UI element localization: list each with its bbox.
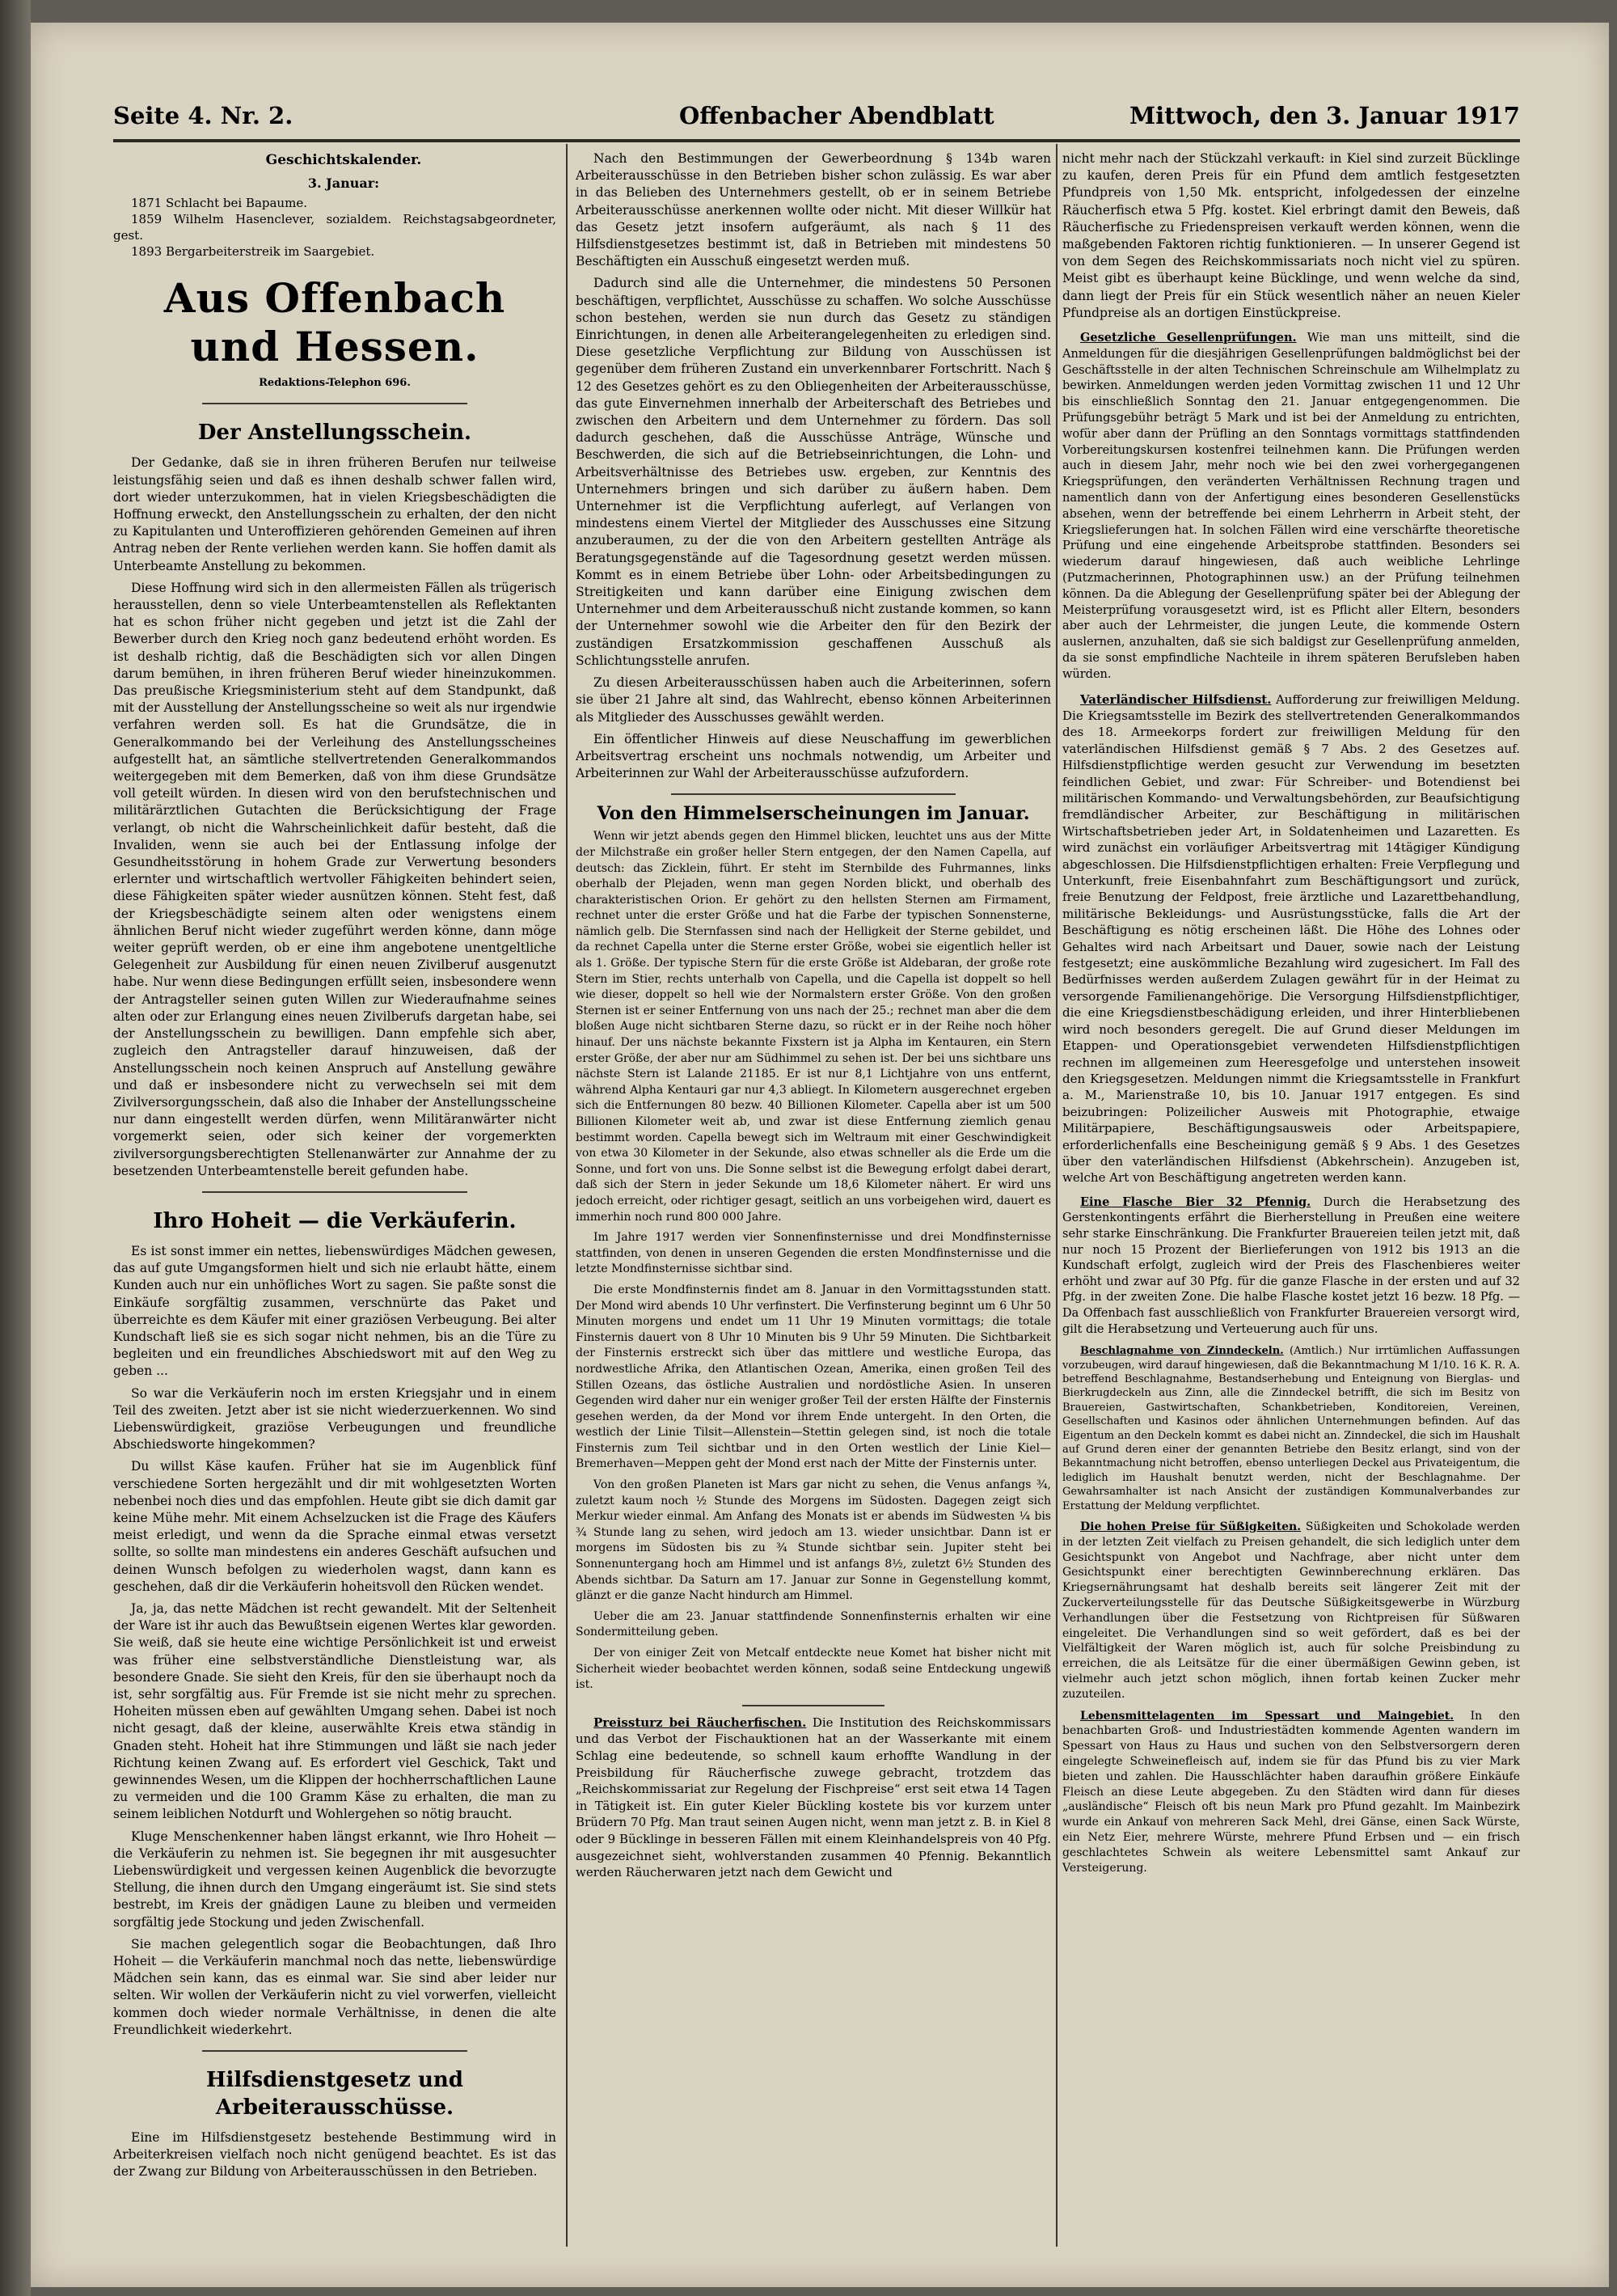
article-body [576,829,1051,1693]
section-phone: Redaktions-Telephon 696. [259,377,411,390]
paragraph [1062,691,1520,1186]
paragraph: Diese Hoffnung wird sich in den allermeisten Fällen als trügerisch herausstellen, denn so viele Unterbeamtenstellen als Reflektanten hat es schon früher nicht gegeben und jetzt ist die Zahl der Bewerber durch den Krieg noch ganz bedeutend erhöht worden. Es ist deshalb richtig, daß die Beschädigten sich vor allen Dingen darum bemühen, in ihren früheren Beruf wieder hineinzukommen. Das preußische Kriegsministerium steht auf dem Standpunkt, daß mit der Ausstellung der Anstellungsscheine so weit als nur irgendwie verfahren werden soll. Es hat die Grundsätze, die in Generalkommando bei der Verleihung des Anstellungsscheines aufgestellt hat, an sämtliche stellvertretenden Generalkommandos weitergegeben mit dem Bemerken, daß von ihm diese Grundsätze voll geteilt würden. In diesen wird von den berufstechnischen und militärärztlichen Gutachten die Berücksichtigung der Frage verlangt, ob nicht die Wahrscheinlichkeit dafür besteht, daß die Invaliden, wenn sie auch bei der Entlassung infolge der Gesundheitsstörung in hohem Grade zur Verwertung besonders erlernter und wirtschaftlich wertvoller Fähigkeiten behindert seien, diese Fähigkeiten später wieder ausnützen können. Steht fest, daß der Kriegsbeschädigte seinem alten oder wenigstens einem ähnlichen Beruf nicht wieder zugeführt werden könne, dann möge weiter geprüft werden, ob er eine ihm angebotene unentgeltliche Gelegenheit zur Ausbildung für einen neuen Zivilberuf ausgenutzt habe. Nur wenn diese Bedingungen erfüllt seien, insbesondere wenn der Antragsteller seinen guten Willen zur Wiederaufnahme seines alten oder zur Erlangung eines neuen Zivilberufs dargetan habe, sei der Anstellungsschein zu bewilligen. Dann empfehle sich aber, zugleich den Antragsteller darauf hinzuweisen, daß der Anstellungsschein noch keinen Anspruch auf Anstellung gewähre und daß er insbesondere nicht zu verwechseln sei mit dem Zivilversorgungsschein, daß also die Inhaber der Anstellungsscheine nur dann eingestellt werden dürfen, wenn Militäranwärter nicht vorgemerkt seien, oder sich keiner der vorgemerkten zivilversorgungsberechtigten Stellenanwärter zur Annahme der zu besetzenden Unterbeamtenstelle bereit gefunden habe. [113,580,556,1178]
paragraph: Eine im Hilfsdienstgesetz bestehende Bestimmung wird in Arbeiterkreisen vielfach noch nicht genügend beachtet. Es ist das der Zwang zur Bildung von Arbeiterausschüssen in den Betrieben. [113,2130,556,2180]
paragraph-text: Aufforderung zur freiwilligen Meldung. Die Kriegsamtsstelle im Bezirk des stellvertretenden Generalkommandos des 18. Armeekorps fordert zur freiwilligen Meldung für den vaterländischen Hilfsdienst gemäß § 7 Abs. 2 des Gesetzes auf. Hilfsdienstpflichtige werden gesucht zur Verwendung im besetzten feindlichen Gebiet, und zwar: Für Schreiber- und Botendienst bei militärischen Kommando- und Verwaltungsbehörden, zur Beaufsichtigung fremdländischer Arbeiter, zur Beschäftigung in militärischen Wirtschaftsbetrieben jeder Art, in Soldatenheimen und Lazaretten. Es wird zunächst ein vorläufiger Arbeitsvertrag mit 14tägiger Kündigung abgeschlossen. Die Hilfsdienstpflichtigen erhalten: Freie Verpflegung und Unterkunft, freie Eisenbahnfahrt zum Beschäftigungsort und zurück, freie Benutzung der Feldpost, freie ärztliche und Lazarettbehandlung, militärische Bekleidungs- und Ausrüstungsstücke, falls die Art der Beschäftigung es nötig erscheinen läßt. Die Höhe des Lohnes oder Gehaltes wird nach Arbeitsart und Dauer, sowie nach der Leistung festgesetzt; eine auskömmliche Bezahlung wird zugesichert. Im Fall des Bedürfnisses werden außerdem Zulagen gewährt für in der Heimat zu versorgende Familienangehörige. Die Versorgung Hilfsdienstpflichtiger, die eine Kriegsdienstbeschädigung erleiden, und ihrer Hinterbliebenen wird noch besonders geregelt. Die auf Grund dieser Meldungen im Etappen- und Operationsgebiet verwendeten Hilfsdienstpflichtigen rechnen im allgemeinen zum Heeresgefolge und unterstehen insoweit den Kriegsgesetzen. Meldungen nimmt die Kriegsamtsstelle in Frankfurt a. M., Marienstraße 10, bis 10. Januar 1917 entgegen. Es sind beizubringen: Polizeilicher Ausweis mit Photographie, etwaige Militärpapiere, Beschäftigungsausweis oder Arbeitspapiere, erforderlichenfalls eine Bescheinigung gemäß § 9 Abs. 1 des Gesetzes über den vaterländischen Hilfsdienst (Abkehrschein). Anzugeben ist, welche Art von Beschäftigung angetreten werden kann. [1062,691,1520,1186]
page-header [113,102,1520,134]
divider [202,403,468,404]
paragraph-text: Die Institution des Reichskommissars und das Verbot der Fischauktionen hat an der Wasserkante mit einem Schlag eine bedeutende, so schnell kaum erhoffte Wandlung in der Preisbildung für Räucherfische zuwege gebracht, trotzdem das „Reichskommissariat zur Regelung der Fischpreise“ erst seit etwa 14 Tagen in Tätigkeit ist. Ein guter Kieler Bückling kostete bis vor kurzem unter Brüdern 70 Pfg. Man traut seinen Augen nicht, wenn man jetzt z. B. in Kiel 8 oder 9 Bücklinge in besseren Fällen mit einem Kleinhandelspreis von 40 Pfg. ausgezeichnet sieht, wohlverstanden zusammen 40 Pfennig. Bekanntlich werden Räucherwaren jetzt nach dem Gewicht und [576,1715,1051,1880]
paragraph: Sie machen gelegentlich sogar die Beobachtungen, daß Ihro Hoheit — die Verkäuferin manchmal noch das nette, liebenswürdige Mädchen sein kann, das es einmal war. Sie sind aber leider nur selten. Wir wollen der Verkäuferin nicht zu viel vorwerfen, vielleicht kommen doch wieder normale Verhältnisse, in denen die alte Freundlichkeit wiederkehrt. [113,1936,556,2037]
paragraph [1062,1520,1520,1702]
paragraph-text: Wie man uns mitteilt, sind die Anmeldungen für die diesjährigen Gesellenprüfungen baldmöglichst bei der Geschäftsstelle in der alten Technischen Schreinschule am Wilhelmplatz zu bewirken. Anmeldungen werden jeden Vormittag zwischen 11 und 12 Uhr bis einschließlich Sonntag den 21. Januar entgegengenommen. Die Prüfungsgebühr beträgt 5 Mark und ist bei der Anmeldung zu entrichten, wofür aber dann der Prüfling an den Sonntags vormittags stattfindenden Vorbereitungskursen kostenfrei teilnehmen kann. Die Prüfungen werden auch in diesem Jahr, mehr noch wie bei den zwei vorhergegangenen Kriegsprüfungen, den veränderten Verhältnissen Rechnung tragen und namentlich dann von der Anfertigung eines besonderen Gesellenstücks absehen, wenn der betreffende bei einem Lehrherrn in Arbeit steht, der Kriegslieferungen hat. In solchen Fällen wird eine verschärfte theoretische Prüfung und eine eingehende Arbeitsprobe stattfinden. Besonders sei wiederum darauf hingewiesen, daß auch weibliche Lehrlinge (Putzmacherinnen, Photographinnen usw.) an der Prüfung teilnehmen können. Da die Ablegung der Gesellenprüfung später bei der Ablegung der Meisterprüfung vorausgesetzt wird, ist es Pflicht aller Eltern, besonders aber auch der Lehrmeister, die jungen Leute, die kommende Ostern auslernen, anzuhalten, daß sie sich baldigst zur Gesellenprüfung anmelden, da sie sonst empfindliche Nachteile in ihrem späteren Berufsleben haben würden. [1062,332,1520,681]
article-body [576,1715,1051,1881]
article-headline: Lebensmittelagenten im Spessart und Maingebiet. [1080,1709,1454,1723]
paragraph: Zu diesen Arbeiterausschüssen haben auch die Arbeiterinnen, sofern sie über 21 Jahre alt sind, das Wahlrecht, ebenso können Arbeiterinnen als Mitglieder des Ausschusses gewählt werden. [576,675,1051,725]
article-body [1062,1709,1520,1876]
calendar-title: Geschichtskalender. [265,152,422,168]
divider [742,1705,884,1706]
masthead: Offenbacher Abendblatt [679,102,994,129]
calendar-entry: 1893 Bergarbeiterstreik im Saargebiet. [131,244,375,260]
divider [202,2050,468,2052]
paragraph: Ueber die am 23. Januar stattfindende Sonnenfinsternis erhalten wir eine Sondermitteilung geben. [576,1609,1051,1639]
article-title: Ihro Hoheit — die Verkäuferin. [153,1208,517,1233]
paragraph: So war die Verkäuferin noch im ersten Kriegsjahr und in einem Teil des zweiten. Jetzt aber ist sie nicht wiederzuerkennen. Wo sind Liebenswürdigkeit, graziöse Verbeugungen und freundliche Abschiedsworte hingekommen? [113,1385,556,1452]
article-title: Der Anstellungsschein. [197,421,472,446]
paragraph-text: Durch die Herabsetzung des Gerstenkontingents erfährt die Bierherstellung in Preußen eine weitere sehr starke Einschränkung. Die Frankfurter Brauereien teilen jetzt mit, daß nur noch 15 Prozent der Bierlieferungen von 1912 bis 1913 an die Kundschaft erfolgt, zugleich wird der Preis des Flaschenbieres weiter erhöht und zwar auf 30 Pfg. für die ganze Flasche in der ersten und auf 32 Pfg. in der zweiten Zone. Die halbe Flasche kostet jetzt 16 bezw. 18 Pfg. — Da Offenbach fast ausschließlich von Frankfurter Brauereien versorgt wird, gilt die Herabsetzung und Verteuerung auch für uns. [1062,1195,1520,1336]
article-title: Hilfsdienstgesetz und Arbeiterausschüsse. [205,2068,463,2121]
article-headline: Vaterländischer Hilfsdienst. [1080,691,1272,707]
column-2 [576,150,1051,2269]
article-body [1062,150,1520,322]
header-rule [113,139,1520,142]
paragraph: Wenn wir jetzt abends gegen den Himmel blicken, leuchtet uns aus der Mitte der Milchstraße ein großer heller Stern entgegen, der den Namen Capella, auf deutsch: das Zicklein, führt. Er steht im Sternbilde des Fuhrmannes, links oberhalb der Plejaden, wenn man gegen Norden blickt, und oberhalb des charakteristischen Orion. Er gehört zu den hellsten Sternen am Firmament, rechnet unter die erster Größe und hat die Farbe der typischen Sonnensterne, nämlich gelb. Die Sternfassen sind nach der Helligkeit der Sterne gebildet, und da rechnet Capella unter die Sterne erster Größe, wobei sie eigentlich heller ist als 1. Größe. Der typische Stern für die erste Größe ist Aldebaran, der große rote Stern im Stier, rechts unterhalb von Capella, und die Capella ist doppelt so hell wie dieser, doppelt so hell wie der Normalstern erster Größe. Von den großen Sternen ist er seiner Entfernung von uns nach der 25.; rechnet man aber die dem bloßen Auge nicht sichtbaren Sterne dazu, so rückt er in der Reihe noch höher hinauf. Der uns nächste bekannte Fixstern ist ja Alpha im Kentauren, ein Stern erster Größe, der aber nur am Südhimmel zu sehen ist. Der bei uns sichtbare uns nächste Stern ist Lalande 21185. Er ist nur 8,1 Lichtjahre von uns entfernt, während Alpha Kentauri gar nur 4,3 abliegt. In Kilometern ausgerechnet ergeben sich die Entfernungen 80 bezw. 40 Billionen Kilometer. Capella aber ist um 500 Billionen Kilometer weit ab, und zwar ist diese Entfernung ziemlich genau bestimmt worden. Capella bewegt sich im Weltraum mit einer Geschwindigkeit von etwa 30 Kilometer in der Sekunde, also etwas schneller als die Erde um die Sonne, und fort von uns. Die Sonne selbst ist die Bewegung erfolgt dabei derart, daß sich der Stern in jeder Sekunde um 18,6 Kilometer nähert. Er wird uns jedoch erreicht, oder richtiger gesagt, seitlich an uns vorbeigehen wird, dauert es immerhin noch rund 800 000 Jahre. [576,830,1051,1224]
article-headline: Beschlagnahme von Zinndeckeln. [1080,1345,1284,1358]
article-body [1062,330,1520,683]
paragraph: Von den großen Planeten ist Mars gar nicht zu sehen, die Venus anfangs ¾, zuletzt kaum noch ½ Stunde des Morgens im Südosten. Dagegen zeigt sich Merkur wieder einmal. Am Anfang des Monats ist er abends im Südwesten ¼ bis ¾ Stunde lang zu sehen, wird jedoch am 13. wieder unsichtbar. Dann ist er morgens im Südosten bis zu ¾ Stunde sichtbar sein. Jupiter steht bei Sonnenuntergang hoch am Himmel und ist anfangs 8½, zuletzt 6½ Stunden des Abends sichtbar. Da Saturn am 17. Januar zur Sonne in Gegenstellung kommt, glänzt er die ganze Nacht hindurch am Himmel. [576,1478,1051,1603]
page-number: Seite 4. Nr. 2. [113,102,293,129]
article-body [113,455,556,1180]
binding-edge [0,0,31,2296]
paragraph: Der von einiger Zeit von Metcalf entdeckte neue Komet hat bisher nicht mit Sicherheit wieder beobachtet werden können, sodaß seine Entdeckung ungewiß ist. [576,1647,1051,1692]
paragraph-text: Süßigkeiten und Schokolade werden in der letzten Zeit vielfach zu Preisen gehandelt, die sich lediglich unter dem Gesichtspunkt von Angebot und Nachfrage, aber nicht unter dem Gesichtspunkt einer berechtigten Gewinnberechnung erklären. Das Kriegsernährungsamt hat deshalb bereits seit längerer Zeit mit der Zuckerverteilungsstelle für das Deutsche Süßigkeitsgewerbe in Würzburg Verhandlungen über die Festsetzung von Richtpreisen für Süßwaren eingeleitet. Die Verhandlungen sind so weit gefördert, daß es bei der Vielfältigkeit der Waren möglich ist, auch für solche Preisbindung zu erreichen, die als Leitsätze für die einer übermäßigen Gewinn geben, ist vielmehr auch jetzt schon möglich, ihnen fortab keinen Zucker mehr zuzuteilen. [1062,1520,1520,1701]
article-body [113,2129,556,2181]
paragraph-text: In den benachbarten Groß- und Industriestädten kommende Agenten wandern im Spessart von Haus zu Haus und suchen von den Selbstversorgern deren eingelegte Schweinefleisch auf, indem sie für das Pfund bis zu vier Mark bieten und zahlen. Die Hausschlächter haben daraufhin größere Einkäufe Fleisch an diese Leute abgegeben. Zu den Städten wird dann für dieses „ausländische“ Fleisch oft bis neun Mark pro Pfund gezahlt. Im Mainbezirk wurde ein Ankauf von mehreren Sack Mehl, drei Gänse, einen Sack Würste, ein Netz Eier, mehrere Würste, mehrere Pfund Erbsen und — ein frisch geschlachtetes Schwein als weitere Lebensmittel samt Ankauf zur Versteigerung. [1062,1709,1520,1875]
article-headline: Gesetzliche Gesellenprüfungen. [1080,331,1297,345]
article-body [1062,691,1520,1186]
paragraph-text: (Amtlich.) Nur irrtümlichen Auffassungen vorzubeugen, wird darauf hingewiesen, daß die Bekanntmachung M 1/10. 16 K. R. A. betreffend Beschlagnahme, Bestandserhebung und Enteignung von Bierglas- und Bierkrugdeckeln aus Zinn, alle die Zinndeckel betrifft, die sich im Besitz von Brauereien, Gastwirtschaften, Schankbetrieben, Konditoreien, Vereinen, Gesellschaften und Kasinos oder ähnlichen Unternehmungen befinden. Auf das Eigentum an den Deckeln kommt es dabei nicht an. Zinndeckel, die sich im Haushalt auf Grund deren einer der genannten Betriebe den Besitz erlangt, sind von der Bekanntmachung nicht betroffen, ebenso unterliegen Deckel aus Privateigentum, die lediglich im Haushalt benutzt werden, nicht der Beschlagnahme. Der Gewahrsamhalter ist nach Ansicht der zuständigen Kommunalverbandes zur Erstattung der Meldung verpflichtet. [1062,1345,1520,1512]
paragraph: Kluge Menschenkenner haben längst erkannt, wie Ihro Hoheit — die Verkäuferin zu nehmen ist. Sie begegnen ihr mit ausgesuchter Liebenswürdigkeit und vergessen keinen Augenblick die bevorzugte Stellung, die ihnen durch den Umgang eingeräumt ist. Sie sind stets bestrebt, im Kreis der gnädigen Laune zu bleiben und vermeiden sorgfältig jede Stockung und jeden Zwischenfall. [113,1829,556,1930]
paragraph: Du willst Käse kaufen. Früher hat sie im Augenblick fünf verschiedene Sorten hergezählt und dir mit wohlgesetzten Worten nebenbei noch dies und das empfohlen. Heute gibt sie dich damit gar keine Mühe mehr. Mit einem Achselzucken ist die Frage des Käufers meist erledigt, und wenn da die Sprache einmal etwas versetzt sollte, so sollte man mindestens ein anderes Geschäft aufsuchen und deinen Wunsch befolgen zu wiederholen wagst, dann kann es geschehen, daß dir die Verkäuferin hoheitsvoll den Rücken wendet. [113,1459,556,1594]
divider [671,793,956,795]
paragraph: Es ist sonst immer ein nettes, liebenswürdiges Mädchen gewesen, das auf gute Umgangsformen hielt und sich nie erlaubt hätte, einem Kunden auch nur ein unhöfliches Wort zu sagen. Sie paßte sonst die Einkäufe sorgfältig zusammen, verschnürte das Paket und überreichte es dem Käufer mit einer graziösen Verbeugung. Bei alter Kundschaft ließ sie es sich sogar nicht nehmen, bis an die Türe zu begleiten und ein freundliches Abschiedswort mit auf den Weg zu geben ... [113,1243,556,1379]
paragraph [1062,330,1520,683]
calendar-entry: 1859 Wilhelm Hasenclever, sozialdem. Reichstagsabgeordneter, gest. [113,212,556,243]
paragraph [1062,1195,1520,1338]
section-title: Aus Offenbach und Hessen. [163,274,506,371]
issue-date: Mittwoch, den 3. Januar 1917 [1129,102,1520,129]
paragraph: Ja, ja, das nette Mädchen ist recht gewandelt. Mit der Seltenheit der Ware ist ihr auch das Bewußtsein eigenen Wertes klar geworden. Sie weiß, daß sie heute eine wichtige Persönlichkeit ist und erweist was früher eine selbstverständliche Dienstleistung war, als besondere Gnade. Sie sieht den Kreis, für den sie überhaupt noch da ist, sehr sorgfältig aus. Für Fremde ist sie nicht mehr zu sprechen. Hoheiten müssen eben auf gewählten Umgang sehen. Dabei ist noch nicht gesagt, daß der kleine, auserwählte Kreis etwa ständig in Gnaden steht. Hoheit hat ihre Stimmungen und läßt sie nach jeder Richtung keinen Zwang auf. Es erfordert viel Geschick, Takt und gewinnendes Wesen, um die Klippen der hochherrschaftlichen Laune zu vermeiden und die 100 Gramm Käse zu erhalten, die man zu seinem leiblichen Notdurft und Wohlergehen so nötig braucht. [113,1600,556,1822]
article-body [576,150,1051,782]
paragraph: Die erste Mondfinsternis findet am 8. Januar in den Vormittagsstunden statt. Der Mond wird abends 10 Uhr verfinstert. Die Verfinsterung beginnt um 6 Uhr 50 Minuten morgens und endet um 11 Uhr 19 Minuten vormittags; die totale Finsternis dauert von 8 Uhr 10 Minuten bis 9 Uhr 59 Minuten. Die Sichtbarkeit der Finsternis erstreckt sich über das mittlere und westliche Europa, das nordwestliche Afrika, den Atlantischen Ozean, Amerika, einen großen Teil des Stillen Ozeans, das östliche Australien und nordöstliche Asien. In unseren Gegenden wird daher nur ein weniger großer Teil der ersten Hälfte der Finsternis gesehen werden, da der Mond vor ihrem Ende untergeht. In den Orten, die westlich der Linie Tilsit—Allenstein—Stettin gelegen sind, ist noch die totale Finsternis zum Teil sichtbar und in den Orten westlich der Linie Kiel—Bremerhaven—Meppen geht der Mond erst nach der Mitte der Finsternis unter. [576,1283,1051,1471]
paragraph: Nach den Bestimmungen der Gewerbeordnung § 134b waren Arbeiterausschüsse in den Betrieben bisher schon zulässig. Es war aber in das Belieben des Unternehmers gestellt, ob er in seinem Betriebe Arbeiterausschüsse anerkennen wollte oder nicht. Mit dieser Willkür hat das Gesetz jetzt insofern aufgeräumt, als nach § 11 des Hilfsdienstgesetzes bestimmt ist, daß in Betrieben mit mindestens 50 Beschäftigten ein Ausschuß eingesetzt werden muß. [576,151,1051,269]
paragraph: Im Jahre 1917 werden vier Sonnenfinsternisse und drei Mondfinsternisse stattfinden, von denen in unseren Gegenden die ersten Mondfinsternisse und die letzte Mondfinsternisse sichtbar sind. [576,1231,1051,1276]
column-rule [566,144,568,2247]
column-1 [113,150,556,2269]
column-rule [1056,144,1058,2247]
article-headline: Preissturz bei Räucherfischen. [593,1715,807,1730]
article-title: Von den Himmelserscheinungen im Januar. [597,803,1030,825]
paragraph [1062,1709,1520,1876]
paragraph [1062,1344,1520,1513]
article-headline: Eine Flasche Bier 32 Pfennig. [1080,1195,1311,1209]
article-body [1062,1520,1520,1702]
paragraph: Dadurch sind alle die Unternehmer, die mindestens 50 Personen beschäftigen, verpflichtet, Ausschüsse zu schaffen. Wo solche Ausschüsse schon bestehen, werden sie nun durch das Gesetz zu ständigen Einrichtungen, in denen alle Arbeiterangelegenheiten zu erledigen sind. Diese gesetzliche Verpflichtung zur Bildung von Ausschüssen ist gegenüber dem früheren Zustand ein unverkennbarer Fortschritt. Nach § 12 des Gesetzes gehört es zu den Obliegenheiten der Arbeiterausschüsse, das gute Einvernehmen innerhalb der Arbeiterschaft des Betriebes und zwischen den Arbeitern und dem Unternehmer zu fördern. Das soll dadurch geschehen, daß die Ausschüsse Anträge, Wünsche und Beschwerden, die sich auf die Betriebseinrichtungen, die Lohn- und Arbeitsverhältnisse des Betriebes usw. ergeben, zur Kenntnis des Unternehmers bringen und sich darüber zu äußern haben. Dem Unternehmer ist die Verpflichtung auferlegt, auf Verlangen von mindestens einem Viertel der Mitglieder des Ausschusses eine Sitzung anzuberaumen, zu der die von den Arbeitern gestellten Anträge als Beratungsgegenstände auf die Tagesordnung gesetzt werden müssen. Kommt es in einem Betriebe über Lohn- oder Arbeitsbedingungen zu Streitigkeiten und kann darüber eine Einigung zwischen dem Unternehmer und dem Arbeiterausschuß nicht zustande kommen, so kann der Unternehmer sowohl wie die Arbeiter den für den Bezirk der zuständigen Ersatzkommission geschaffenen Ausschuß als Schlichtungsstelle anrufen. [576,276,1051,668]
article-body [113,1243,556,2039]
history-calendar [113,150,556,260]
column-3 [1062,150,1520,2269]
paragraph: Ein öffentlicher Hinweis auf diese Neuschaffung im gewerblichen Arbeitsvertrag erscheint uns nochmals notwendig, um Arbeiter und Arbeiterinnen zur Wahl der Arbeiterausschüsse aufzufordern. [576,731,1051,781]
article-body [1062,1195,1520,1338]
article-headline: Die hohen Preise für Süßigkeiten. [1080,1520,1302,1533]
divider [202,1191,468,1193]
paragraph: nicht mehr nach der Stückzahl verkauft: in Kiel sind zurzeit Bücklinge zu kaufen, deren Preis für ein Pfund dem amtlich festgesetzten Pfundpreis von 1,50 Mk. entspricht, infolgedessen der einzelne Räucherfisch etwa 5 Pfg. kostet. Kiel erbringt damit den Beweis, daß Räucherfische zu Friedenspreisen verkauft werden können, wenn die maßgebenden Faktoren richtig funktionieren. — In unserer Gegend ist von dem Segen des Reichskommissariats noch nicht viel zu spüren. Meist gibt es überhaupt keine Bücklinge, und wenn welche da sind, dann liegt der Preis für ein Stück wesentlich näher an neuen Kieler Pfundpreise als an dortigen Einstückpreise. [1062,151,1520,320]
calendar-entry: 1871 Schlacht bei Bapaume. [131,196,307,211]
calendar-date: 3. Januar: [307,175,380,191]
paragraph [576,1715,1051,1881]
paragraph: Der Gedanke, daß sie in ihren früheren Berufen nur teilweise leistungsfähig seien und daß es ihnen deshalb schwer fallen wird, dort wieder unterzukommen, hat in vielen Kriegsbeschädigten die Hoffnung erweckt, den Anstellungsschein zu erhalten, der den nicht zu Kapitulanten und Unteroffizieren gehörenden Gemeinen auf ihren Antrag neben der Rente verliehen werden kann. Sie hoffen damit als Unterbeamte Anstellung zu bekommen. [113,455,556,573]
article-body [1062,1344,1520,1513]
